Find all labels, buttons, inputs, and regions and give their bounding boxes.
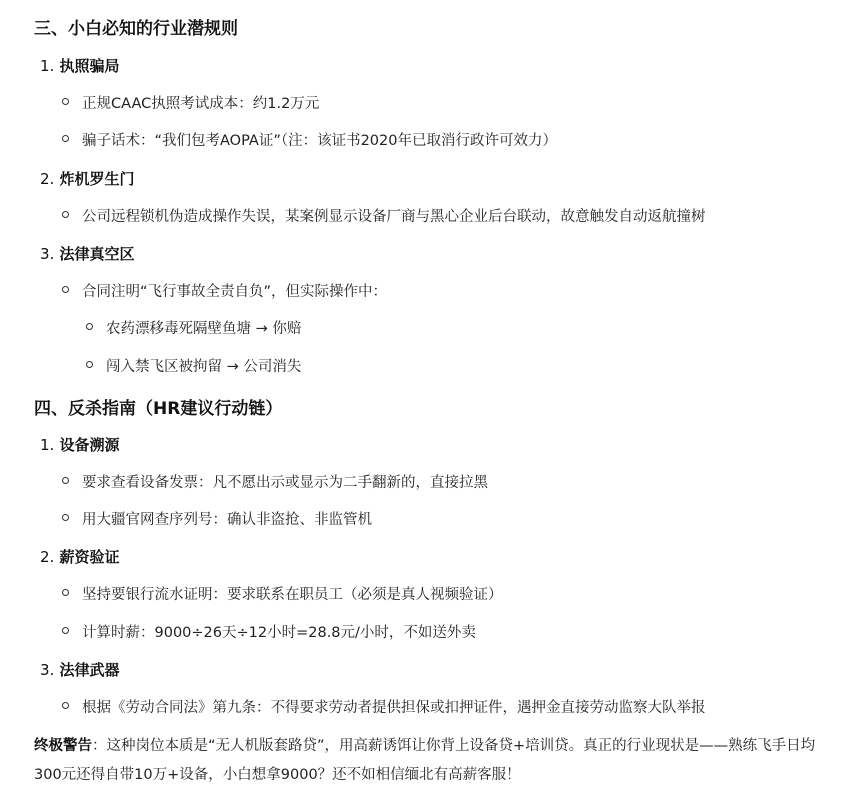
item-title: 法律真空区 (59, 245, 135, 263)
subsection-device-trace (40, 434, 120, 455)
circle-bullet-icon (62, 589, 69, 596)
list-item: 正规CAAC执照考试成本：约1.2万元 (82, 92, 319, 113)
list-item: 要求查看设备发票：凡不愿出示或显示为二手翻新的，直接拉黑 (82, 471, 488, 492)
list-item: 根据《劳动合同法》第九条：不得要求劳动者提供担保或扣押证件，遇押金直接劳动监察大队举报 (82, 696, 706, 717)
subsection-legal-vacuum (40, 243, 135, 264)
final-warning-label: 终极警告 (34, 738, 92, 754)
item-title: 薪资验证 (59, 548, 120, 566)
item-title: 执照骗局 (59, 57, 120, 75)
circle-bullet-icon (86, 323, 93, 330)
final-warning-text: ：这种岗位本质是“无人机版套路贷”，用高薪诱饵让你背上设备贷+培训贷。真正的行业现状是——熟练飞手日均300元还得自带10万+设备，小白想拿9000？还不如相信缅北有高薪客服！ (34, 738, 816, 783)
subsection-legal-weapon (40, 659, 120, 680)
section-title-4: 四、反杀指南（HR建议行动链） (34, 399, 283, 419)
sub-list-item: 闯入禁飞区被拘留 → 公司消失 (106, 355, 301, 376)
list-item: 计算时薪：9000÷26天÷12小时=28.8元/小时，不如送外卖 (82, 621, 476, 642)
item-number: 1. (40, 436, 55, 454)
final-warning (34, 732, 824, 790)
list-item: 用大疆官网查序列号：确认非盗抢、非监管机 (82, 508, 372, 529)
item-number: 2. (40, 170, 55, 188)
circle-bullet-icon (62, 286, 69, 293)
item-number: 3. (40, 245, 55, 263)
item-number: 1. (40, 57, 55, 75)
circle-bullet-icon (62, 135, 69, 142)
list-item: 合同注明“飞行事故全责自负”，但实际操作中： (82, 280, 387, 301)
item-number: 3. (40, 661, 55, 679)
subsection-salary-verify (40, 546, 120, 567)
list-item: 坚持要银行流水证明：要求联系在职员工（必须是真人视频验证） (82, 583, 503, 604)
circle-bullet-icon (62, 211, 69, 218)
circle-bullet-icon (86, 361, 93, 368)
list-item: 骗子话术：“我们包考AOPA证”（注：该证书2020年已取消行政许可效力） (82, 129, 557, 150)
item-title: 炸机罗生门 (59, 170, 135, 188)
section-title-3: 三、小白必知的行业潜规则 (34, 19, 238, 39)
sub-list-item: 农药漂移毒死隔壁鱼塘 → 你赔 (106, 317, 301, 338)
circle-bullet-icon (62, 477, 69, 484)
circle-bullet-icon (62, 702, 69, 709)
item-title: 设备溯源 (59, 436, 120, 454)
subsection-crash-dispute (40, 168, 135, 189)
item-title: 法律武器 (59, 661, 120, 679)
item-number: 2. (40, 548, 55, 566)
circle-bullet-icon (62, 98, 69, 105)
subsection-license-scam (40, 55, 120, 76)
circle-bullet-icon (62, 514, 69, 521)
circle-bullet-icon (62, 627, 69, 634)
list-item: 公司远程锁机伪造成操作失误，某案例显示设备厂商与黑心企业后台联动，故意触发自动返航撞树 (82, 205, 706, 226)
